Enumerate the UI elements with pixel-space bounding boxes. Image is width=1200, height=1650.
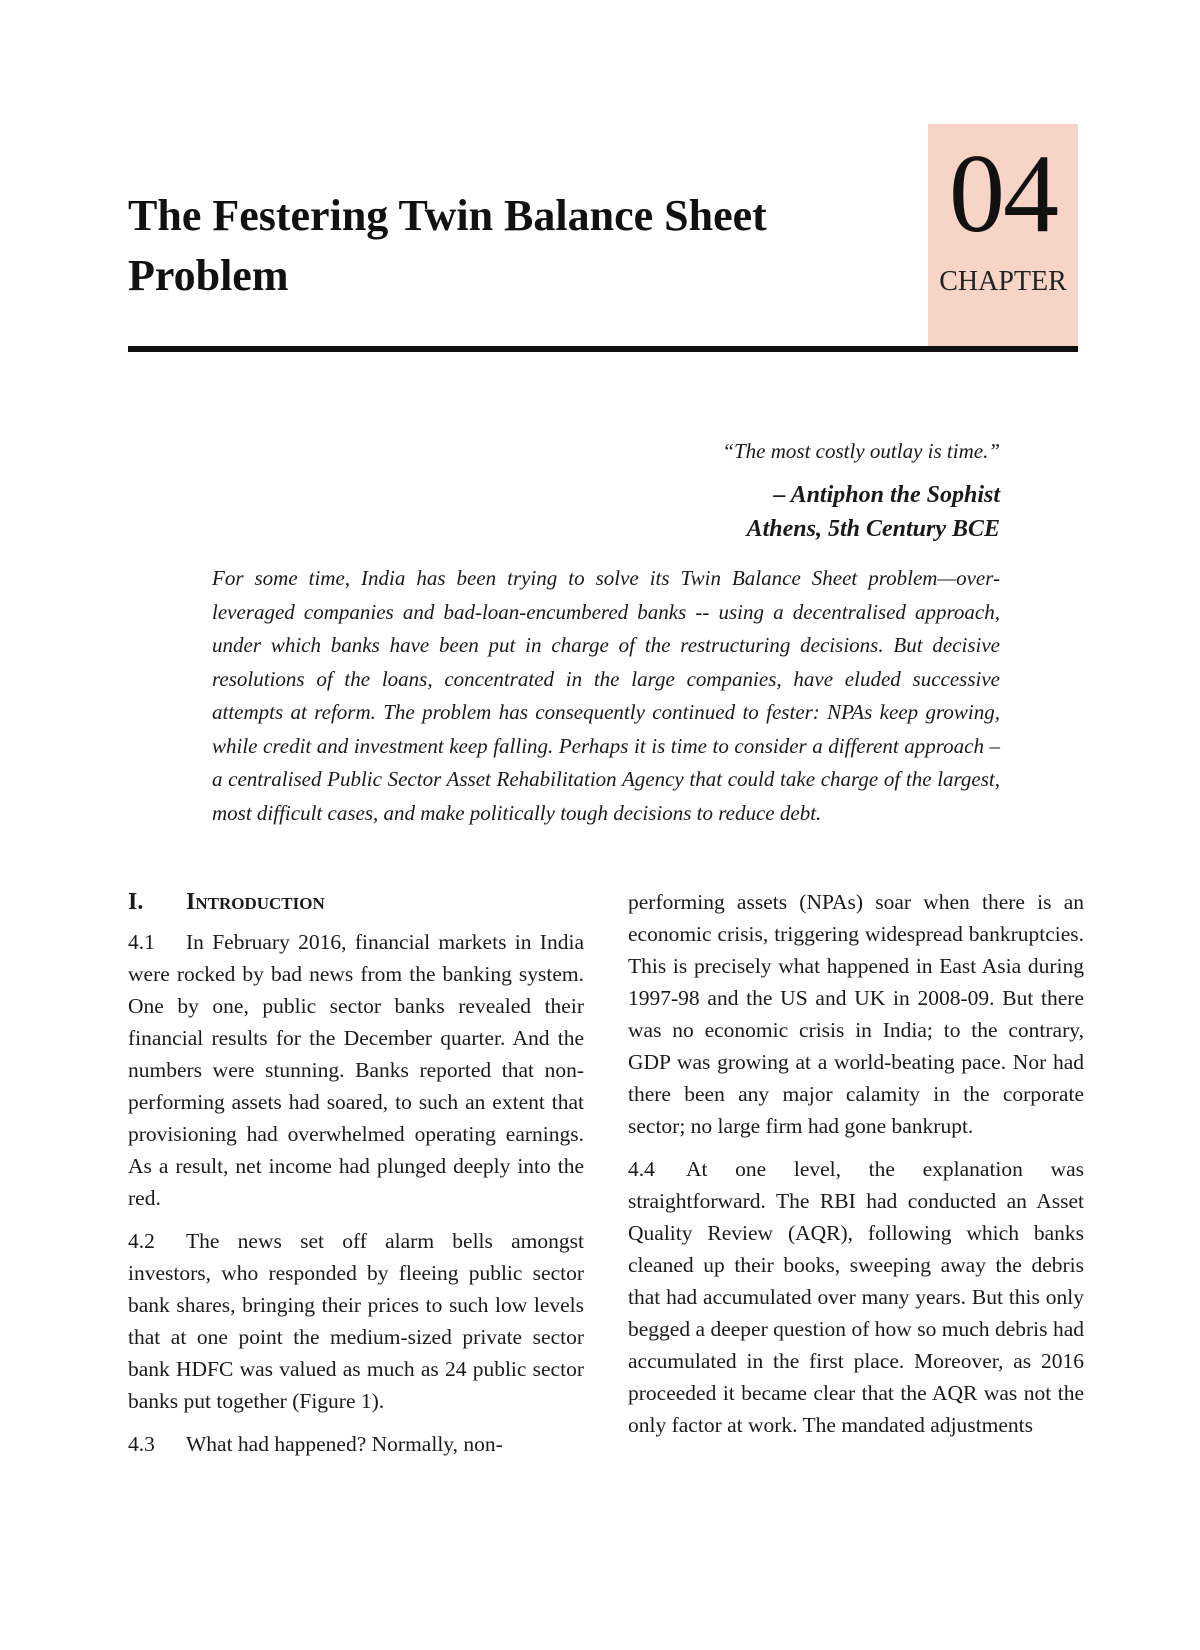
- paragraph-text: At one level, the explanation was straightforward. The RBI had conducted an Asset Quality Review (AQR), following which banks cleaned up their books, sweeping away the debris that had accumulated over many years. But this only begged a deeper question of how so much debris had accumulated in the first place. Moreover, as 2016 proceeded it became clear that the AQR was not the only factor at work. The mandated adjustments: [628, 1157, 1084, 1437]
- paragraph: [628, 1153, 1084, 1441]
- chapter-label: CHAPTER: [939, 266, 1067, 297]
- paragraph-number: 4.3: [128, 1432, 155, 1456]
- paragraph: [128, 1428, 584, 1460]
- epigraph: [440, 436, 1000, 546]
- epigraph-quote: “The most costly outlay is time.”: [722, 439, 1000, 463]
- title-divider: [128, 346, 1078, 352]
- right-column: [628, 886, 1084, 1452]
- left-column: [128, 886, 584, 1471]
- chapter-abstract: For some time, India has been trying to solve its Twin Balance Sheet problem—over-leveraged companies and bad-loan-encumbered banks -- using a decentralised approach, under which banks have been put in charge of the restructuring decisions. But decisive resolutions of the loans, concentrated in the large companies, have eluded successive attempts at reform. The problem has consequently continued to fester: NPAs keep growing, while credit and investment keep falling. Perhaps it is time to consider a different approach – a centralised Public Sector Asset Rehabilitation Agency that could take charge of the largest, most difficult cases, and make politically tough decisions to reduce debt.: [212, 566, 1000, 825]
- paragraph: [628, 886, 1084, 1142]
- paragraph-text: What had happened? Normally, non-: [186, 1432, 503, 1456]
- epigraph-place: Athens, 5th Century BCE: [746, 516, 1000, 542]
- chapter-number: 04: [949, 132, 1057, 256]
- paragraph-text: The news set off alarm bells amongst investors, who responded by fleeing public sector bank shares, bringing their prices to such low levels that at one point the medium-sized private sector bank HDFC was valued as much as 24 public sector banks put together (Figure 1).: [128, 1229, 584, 1413]
- section-heading: [128, 886, 584, 918]
- paragraph-number: 4.4: [628, 1157, 655, 1181]
- paragraph: [128, 1225, 584, 1417]
- paragraph-number: 4.2: [128, 1229, 155, 1253]
- paragraph-number: 4.1: [128, 930, 155, 954]
- paragraph: [128, 926, 584, 1214]
- chapter-title: The Festering Twin Balance Sheet Problem: [128, 191, 767, 300]
- paragraph-text: In February 2016, financial markets in India were rocked by bad news from the banking system. One by one, public sector banks revealed their financial results for the December quarter. And the numbers were stunning. Banks reported that non-performing assets had soared, to such an extent that provisioning had overwhelmed operating earnings. As a result, net income had plunged deeply into the red.: [128, 930, 584, 1210]
- chapter-badge: [928, 124, 1078, 350]
- section-number: I.: [128, 889, 144, 915]
- section-title: Introduction: [186, 889, 325, 915]
- paragraph-text: performing assets (NPAs) soar when there is an economic crisis, triggering widespread bankruptcies. This is precisely what happened in East Asia during 1997-98 and the US and UK in 2008-09. But there was no economic crisis in India; to the contrary, GDP was growing at a world-beating pace. Nor had there been any major calamity in the corporate sector; no large firm had gone bankrupt.: [628, 890, 1084, 1138]
- epigraph-author: – Antiphon the Sophist: [773, 482, 1000, 508]
